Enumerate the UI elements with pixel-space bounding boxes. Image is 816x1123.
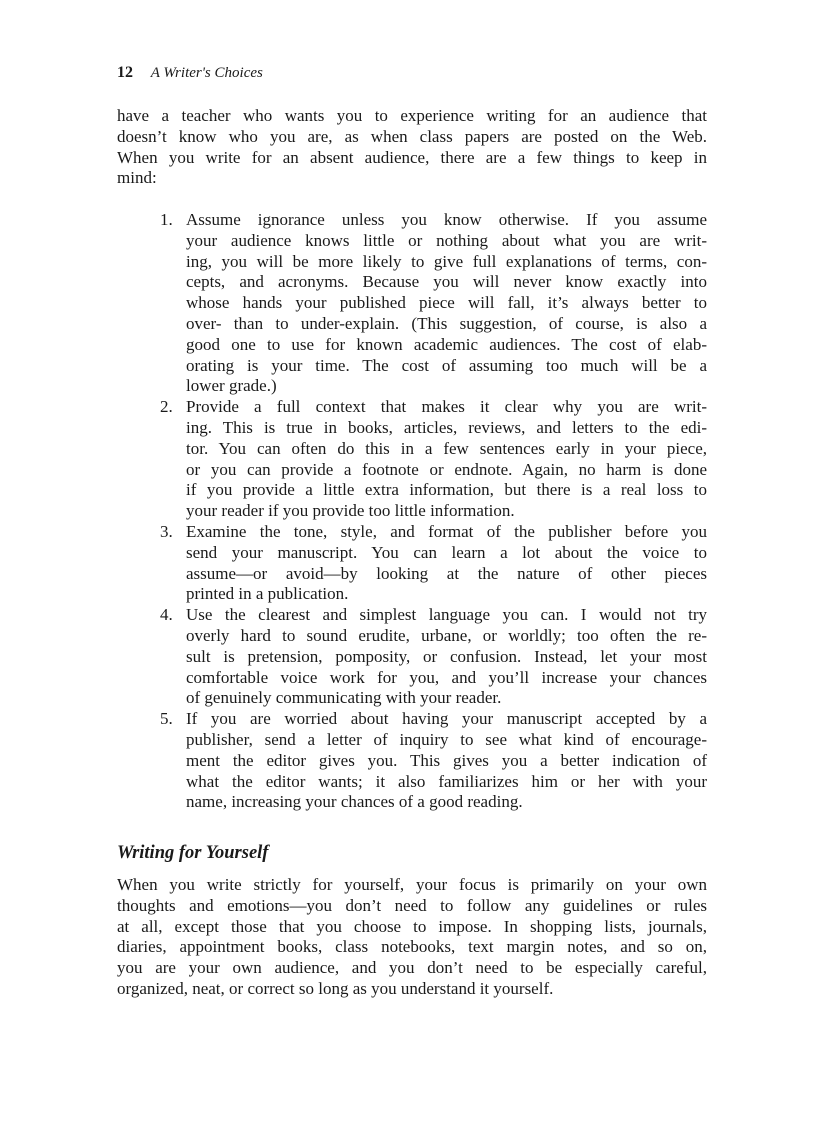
running-header (117, 64, 263, 82)
text-line: Assume ignorance unless you know otherwise. If you assume (186, 210, 707, 229)
running-title: A Writer's Choices (150, 65, 263, 81)
text-line: your audience knows little or nothing about what you are writ- (186, 230, 707, 250)
text-line: tor. You can often do this in a few sentences early in your piece, (186, 438, 707, 458)
list-number: 5. (160, 709, 173, 729)
text-line: thoughts and emotions—you don’t need to follow any guidelines or rules (117, 895, 707, 915)
text-line: if you provide a little extra information, but there is a real loss to (186, 480, 707, 500)
text-line: you are your own audience, and you don’t need to be especially careful, (117, 958, 707, 978)
text-line: your reader if you provide too little information. (186, 501, 515, 521)
text-line: comfortable voice work for you, and you’ll increase your chances (186, 667, 707, 687)
text-line: sult is pretension, pomposity, or confusion. Instead, let your most (186, 646, 707, 666)
text-line: lower grade.) (186, 376, 277, 396)
text-line: publisher, send a letter of inquiry to see what kind of encourage- (186, 729, 707, 749)
text-line: of genuinely communicating with your reader. (186, 688, 502, 708)
text-line: Use the clearest and simplest language you can. I would not try (186, 605, 707, 625)
text-line: or you can provide a footnote or endnote. Again, no harm is done (186, 459, 707, 479)
numbered-list (117, 210, 707, 813)
list-number: 4. (160, 605, 173, 625)
text-line: organized, neat, or correct so long as you understand it yourself. (117, 978, 554, 998)
text-line: good one to use for known academic audiences. The cost of elab- (186, 334, 707, 354)
text-line: Examine the tone, style, and format of the publisher before you (186, 521, 707, 541)
text-line: name, increasing your chances of a good reading. (186, 792, 523, 812)
list-item (117, 210, 707, 397)
text-line: diaries, appointment books, class notebooks, text margin notes, and so on, (117, 937, 707, 957)
text-line: send your manuscript. You can learn a lot about the voice to (186, 542, 707, 562)
text-line: at all, except those that you choose to impose. In shopping lists, journals, (117, 916, 707, 936)
text-line: doesn’t know who you are, as when class papers are posted on the Web. (117, 126, 707, 146)
text-line: orating is your time. The cost of assuming too much will be a (186, 355, 707, 375)
text-line: ment the editor gives you. This gives you a better indication of (186, 750, 707, 770)
text-line: Provide a full context that makes it clear why you are writ- (186, 397, 707, 417)
text-line: over- than to under-explain. (This suggestion, of course, is also a (186, 313, 707, 333)
intro-paragraph (117, 106, 707, 189)
text-line: cepts, and acronyms. Because you will never know exactly into (186, 272, 707, 292)
text-line: whose hands your published piece will fall, it’s always better to (186, 293, 707, 313)
list-item (117, 522, 707, 605)
list-number: 1. (160, 210, 173, 229)
section-heading: Writing for Yourself (117, 843, 269, 863)
page-number: 12 (117, 64, 133, 81)
list-item (117, 605, 707, 709)
text-line: ing. This is true in books, articles, reviews, and letters to the edi- (186, 417, 707, 437)
text-line: When you write strictly for yourself, your focus is primarily on your own (117, 875, 707, 894)
text-line: If you are worried about having your manuscript accepted by a (186, 709, 707, 729)
list-item (117, 709, 707, 813)
text-line: When you write for an absent audience, there are a few things to keep in (117, 147, 707, 167)
section-paragraph (117, 875, 707, 1000)
text-line: mind: (117, 168, 157, 188)
list-number: 2. (160, 397, 173, 417)
text-line: assume—or avoid—by looking at the nature of other pieces (186, 563, 707, 583)
text-line: printed in a publication. (186, 584, 349, 604)
text-line: overly hard to sound erudite, urbane, or worldly; too often the re- (186, 625, 707, 645)
list-item (117, 397, 707, 522)
list-number: 3. (160, 521, 173, 541)
text-line: ing, you will be more likely to give full explanations of terms, con- (186, 251, 707, 271)
text-line: have a teacher who wants you to experience writing for an audience that (117, 106, 707, 125)
text-line: what the editor wants; it also familiarizes him or her with your (186, 771, 707, 791)
